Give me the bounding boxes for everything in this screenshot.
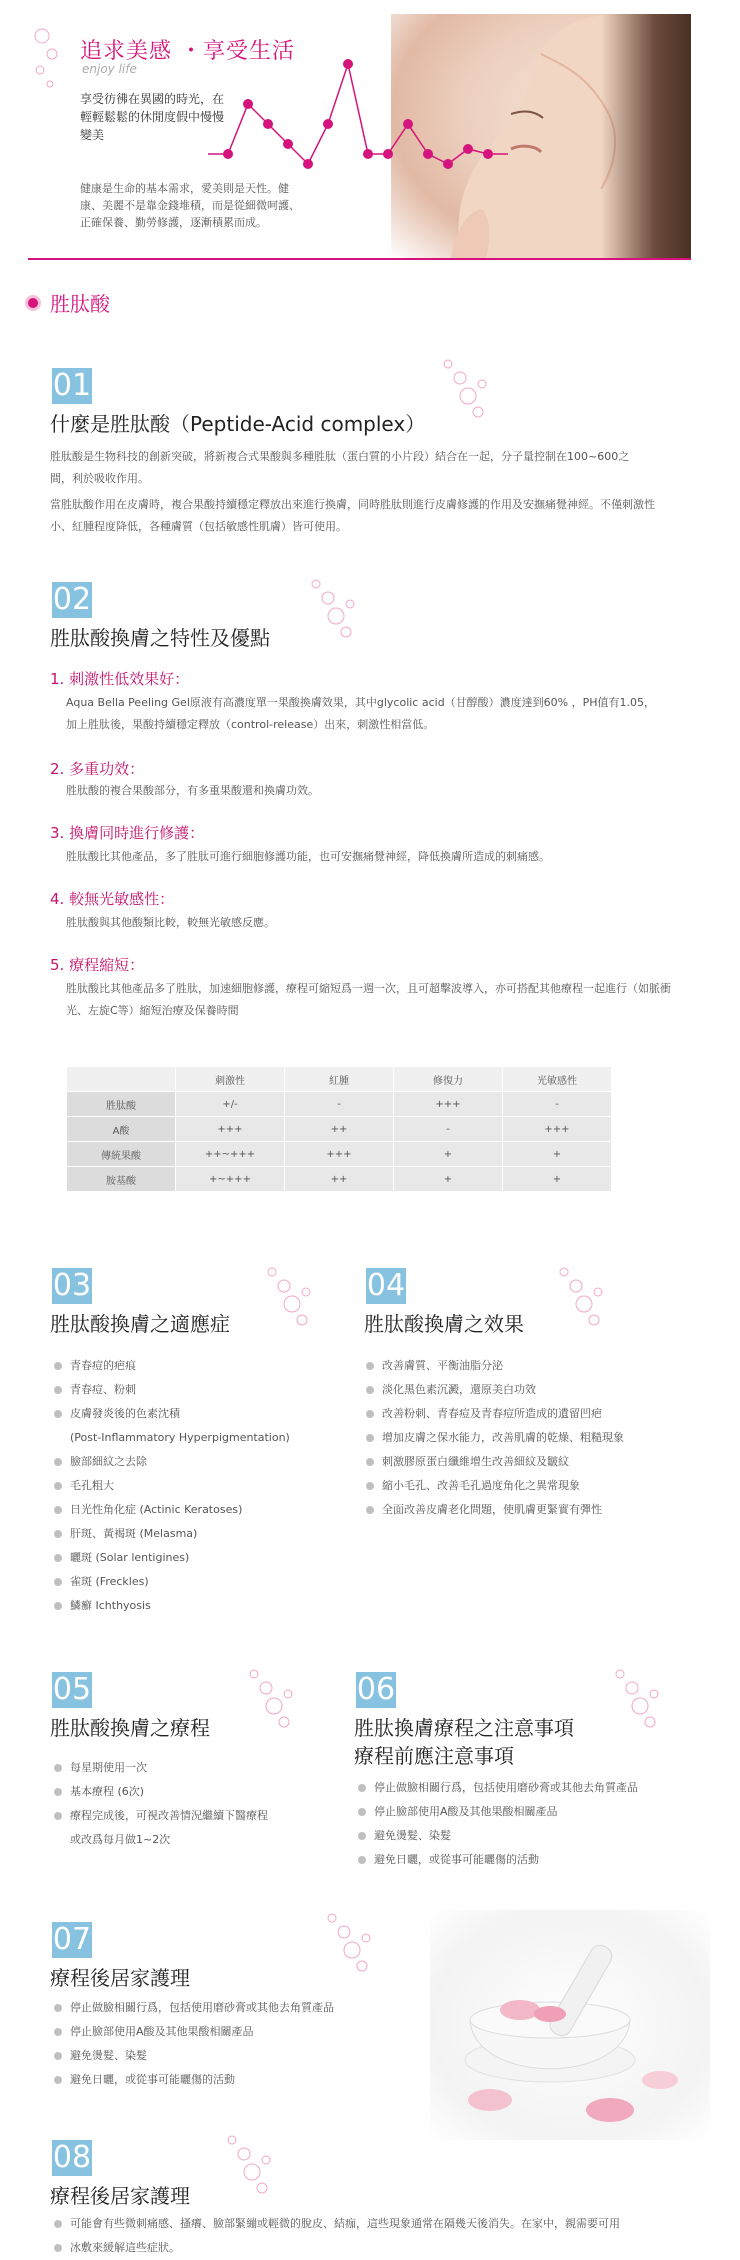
list-item: 避免燙髮、染髮 [358,1824,638,1848]
list-item: 皮膚發炎後的色素沈積 [54,1402,290,1426]
table-row [67,1117,612,1142]
bubbles-decoration-icon [610,1664,670,1734]
list-item: 全面改善皮膚老化問題，使肌膚更緊實有彈性 [366,1498,624,1522]
section-title-05: 胜肽酸換膚之療程 [50,1716,210,1740]
aftercare-list [54,1996,334,2092]
section-number-07: 07 [52,1922,92,1957]
table-cell: ++ [285,1167,394,1192]
list-item: 青春痘、粉刺 [54,1378,290,1402]
feature-text-4: 胜肽酸與其他酸類比較，較無光敏感反應。 [66,916,275,929]
table-header: 光敏感性 [503,1067,612,1092]
feature-text-1: Aqua Bella Peeling Gel原液有高濃度單一果酸換膚效果，其中glycolic acid（甘醇酸）濃度達到60% ，PH值有1.05，加上胜肽後，果酸持續穩定釋放（control-release）出來，刺激性相當低。 [66,696,656,731]
bubbles-decoration-icon [244,1664,304,1734]
table-cell: +++ [285,1142,394,1167]
list-item: 療程完成後，可視改善情況繼續下醫療程 [54,1804,268,1828]
table-cell: - [503,1092,612,1117]
list-item: 冰敷來緩解這些症狀。 [54,2236,620,2260]
table-header: 刺激性 [176,1067,285,1092]
table-cell: +~+++ [176,1167,285,1192]
list-item: 刺激膠原蛋白纖維增生改善細紋及皺紋 [366,1450,624,1474]
list-item: 日光性角化症 (Actinic Keratoses) [54,1498,290,1522]
table-header: 修復力 [394,1067,503,1092]
section-title-08: 療程後居家護理 [50,2184,190,2208]
list-item: 停止做臉相關行爲，包括使用磨砂膏或其他去角質產品 [358,1776,638,1800]
hero-hair [601,14,691,258]
table-cell: +/- [176,1092,285,1117]
list-item: 青春痘的疤痕 [54,1354,290,1378]
feature-text-2: 胜肽酸的複合果酸部分，有多重果酸還和換膚功效。 [66,784,319,797]
list-item: 改善膚質、平衡油脂分泌 [366,1354,624,1378]
bubbles-decoration-icon [262,1262,322,1332]
heartbeat-line-decoration [208,44,508,184]
swirl-decoration-icon [28,14,88,104]
table-cell: +++ [176,1117,285,1142]
bubbles-decoration-icon [222,2130,282,2200]
table-cell: + [503,1167,612,1192]
section-title-01: 什麼是胜肽酸（Peptide-Acid complex） [50,412,426,436]
list-item: 曬斑 (Solar lentigines) [54,1546,290,1570]
table-cell: 傳統果酸 [67,1142,176,1167]
list-item: 每星期使用一次 [54,1756,268,1780]
list-item: 改善粉刺、青春痘及青春痘所造成的遺留凹疤 [366,1402,624,1426]
section-title-03: 胜肽酸換膚之適應症 [50,1312,230,1336]
page-title [28,288,110,317]
list-item: 基本療程 (6次) [54,1780,268,1804]
list-item: (Post-Inflammatory Hyperpigmentation) [70,1431,290,1444]
table-cell: ++ [285,1117,394,1142]
section-title-06: 胜肽換膚療程之注意事項 [354,1716,574,1740]
section-number-02: 02 [52,582,92,617]
table-cell: - [285,1092,394,1117]
mortar-pestle-petals-illustration [430,1910,710,2140]
feature-heading-4: 4. 較無光敏感性： [50,890,175,908]
list-item: 可能會有些微刺痛感、搔癢、臉部緊繃或輕微的脫皮、結痂，這些現象通常在隔幾天後消失。在家中，親需要可用 [54,2212,620,2236]
bubbles-decoration-icon [322,1908,382,1978]
page-title-text: 胜肽酸 [50,292,110,316]
comparison-table [66,1066,612,1192]
feature-heading-5: 5. 療程縮短： [50,956,145,974]
list-item: 停止臉部使用A酸及其他果酸相關產品 [54,2020,334,2044]
list-item: 淡化黑色素沉澱，還原美白功效 [366,1378,624,1402]
list-item: 縮小毛孔、改善毛孔過度角化之異常現象 [366,1474,624,1498]
hero-title: 追求美感 ・享受生活 [80,39,295,64]
table-cell: - [394,1117,503,1142]
precautions-list [358,1776,638,1872]
section-title-07: 療程後居家護理 [50,1966,190,1990]
table-cell: 胜肽酸 [67,1092,176,1117]
section-number-03: 03 [52,1268,92,1303]
hero-body: 健康是生命的基本需求，愛美則是天性。健康、美麗不是靠金錢堆積，而是從細微呵護、正確保養、勤勞修護，逐漸積累而成。 [80,182,300,229]
home-care-list [54,2212,620,2260]
section-number-06: 06 [356,1672,396,1707]
table-cell: + [503,1142,612,1167]
table-cell: A酸 [67,1117,176,1142]
hero-banner [28,14,691,258]
list-item: 避免日曬，或從事可能曬傷的活動 [54,2068,334,2092]
feature-heading-3: 3. 換膚同時進行修護： [50,824,205,842]
title-bullet-icon [28,298,38,308]
section-number-04: 04 [366,1268,406,1303]
list-item: 避免燙髮、染髮 [54,2044,334,2068]
feature-heading-1: 1. 刺激性低效果好： [50,670,190,688]
section-number-08: 08 [52,2140,92,2175]
table-cell: ++~+++ [176,1142,285,1167]
table-row [67,1092,612,1117]
bubbles-decoration-icon [554,1262,614,1332]
table-cell: +++ [503,1117,612,1142]
list-item: 停止做臉相關行爲，包括使用磨砂膏或其他去角質產品 [54,1996,334,2020]
bubbles-decoration-icon [438,354,498,424]
mortar-bowl-image [430,1910,710,2140]
table-cell: + [394,1142,503,1167]
table-cell: +++ [394,1092,503,1117]
list-item: 臉部細紋之去除 [54,1450,290,1474]
hero-lead: 享受彷彿在異國的時光，在輕輕鬆鬆的休閒度假中慢慢變美 [80,92,225,142]
list-item: 避免日曬，或從事可能曬傷的活動 [358,1848,638,1872]
section-title-04: 胜肽酸換膚之效果 [364,1312,524,1336]
table-row [67,1142,612,1167]
feature-text-5: 胜肽酸比其他產品多了胜肽，加速細胞修護，療程可縮短爲一週一次，且可超擊波導入，亦可搭配其他療程一起進行（如脈衝光、左旋C等）縮短治療及保養時間 [66,982,671,1017]
list-item: 鱗癬 Ichthyosis [54,1594,290,1618]
feature-text-3: 胜肽酸比其他產品，多了胜肽可進行細胞修護功能，也可安撫痛覺神經，降低換膚所造成的刺痛感。 [66,850,550,863]
feature-heading-2: 2. 多重功效： [50,760,145,778]
table-header-row [67,1067,612,1092]
section-number-05: 05 [52,1672,92,1707]
section-subtitle-06: 療程前應注意事項 [354,1744,514,1768]
hero-subtitle: enjoy life [82,62,137,76]
table-row [67,1167,612,1192]
list-item: 增加皮膚之保水能力，改善肌膚的乾燥、粗糙現象 [366,1426,624,1450]
list-item: 雀斑 (Freckles) [54,1570,290,1594]
treatment-list [54,1756,268,1852]
hero-divider [28,258,691,260]
table-header [67,1067,176,1092]
bubbles-decoration-icon [306,574,366,644]
list-item: 毛孔粗大 [54,1474,290,1498]
list-item: 或改爲每月做1~2次 [70,1833,171,1846]
list-item: 肝斑、黃褐斑 (Melasma) [54,1522,290,1546]
effects-list [366,1354,624,1522]
section-01-paragraph-1: 胜肽酸是生物科技的創新突破，將新複合式果酸與多種胜肽（蛋白質的小片段）結合在一起，分子量控制在100~600之間，利於吸收作用。 [50,450,630,485]
section-number-01: 01 [52,368,92,403]
section-01-paragraph-2: 當胜肽酸作用在皮膚時，複合果酸持續穩定釋放出來進行換膚，同時胜肽則進行皮膚修護的作用及安撫痛覺神經。不僅刺激性小、紅腫程度降低，各種膚質（包括敏感性肌膚）皆可使用。 [50,498,655,533]
indications-list [54,1354,290,1618]
section-title-02: 胜肽酸換膚之特性及優點 [50,626,270,650]
table-header: 紅腫 [285,1067,394,1092]
list-item: 停止臉部使用A酸及其他果酸相關產品 [358,1800,638,1824]
table-cell: 胺基酸 [67,1167,176,1192]
table-cell: + [394,1167,503,1192]
